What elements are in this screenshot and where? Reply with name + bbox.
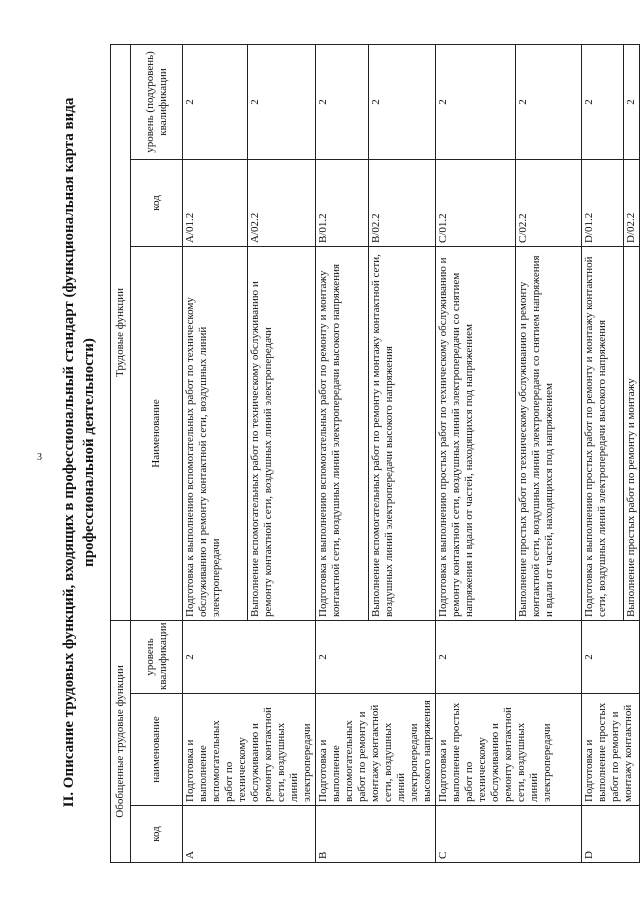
functional-map-table [110, 44, 640, 863]
row-name: Подготовка и выполнение простых работ по техническому обслуживанию и ремонту контактной сети, воздушных линий электропередачи [436, 694, 582, 806]
table-row [582, 44, 624, 862]
function-name: Подготовка к выполнению вспомогательных работ по ремонту и монтажу контактной сети, воздушных линий электропередачи высокого напряжения [316, 246, 369, 620]
row-code: A [183, 806, 316, 863]
function-code: D/01.2 [582, 159, 624, 246]
row-level: 2 [582, 620, 640, 693]
table-row [183, 44, 248, 862]
row-code: B [316, 806, 436, 863]
function-code: C/02.2 [516, 159, 582, 246]
function-level: 2 [183, 44, 248, 159]
row-name: Подготовка и выполнение вспомогательных работ по ремонту и монтажу контактной сети, воздушных линий электропередачи высокого напряжения [316, 694, 436, 806]
title-line-2: профессиональной деятельности) [81, 338, 97, 567]
header-name: Наименование [131, 246, 183, 620]
row-code: D [582, 806, 640, 863]
function-code: A/02.2 [248, 159, 316, 246]
function-code: D/02.2 [624, 159, 640, 246]
header-generalized: Обобщенные трудовые функции [111, 620, 131, 862]
function-name: Выполнение простых работ по техническому обслуживанию и ремонту контактной сети, воздушных линий электропередачи со снятием напряжения и вдали от частей, находящихся под напряжением [516, 246, 582, 620]
header-level-gen: уровень квалификации [131, 620, 183, 693]
function-code: B/01.2 [316, 159, 369, 246]
header-level-sub: уровень (подуровень) квалификации [131, 44, 183, 159]
function-name: Подготовка к выполнению простых работ по техническому обслуживанию и ремонту контактной сети, воздушных линий электропередачи со снятием напряжения и вдали от частей, находящихся под напряжением [436, 246, 516, 620]
function-level: 2 [369, 44, 436, 159]
function-level: 2 [436, 44, 516, 159]
row-name: Подготовка и выполнение простых работ по ремонту и монтажу контактной [582, 694, 640, 806]
row-level: 2 [183, 620, 316, 693]
header-code: код [131, 806, 183, 863]
function-level: 2 [316, 44, 369, 159]
function-name: Подготовка к выполнению простых работ по ремонту и монтажу контактной сети, воздушных линий электропередачи высокого напряжения [582, 246, 624, 620]
function-level: 2 [624, 44, 640, 159]
header-name-lower: наименование [131, 694, 183, 806]
function-code: A/01.2 [183, 159, 248, 246]
function-name: Подготовка к выполнению вспомогательных работ по техническому обслуживанию и ремонту контактной сети, воздушных линий электропередачи [183, 246, 248, 620]
header-code2: код [131, 159, 183, 246]
function-level: 2 [248, 44, 316, 159]
function-level: 2 [582, 44, 624, 159]
title-line-1: II. Описание трудовых функций, входящих в профессиональный стандарт (функциональная карта вида [61, 97, 77, 808]
table-row [436, 44, 516, 862]
function-name: Выполнение вспомогательных работ по ремонту и монтажу контактной сети, воздушных линий электропередачи высокого напряжения [369, 246, 436, 620]
table-row [316, 44, 369, 862]
function-name: Выполнение простых работ по ремонту и монтажу [624, 246, 640, 620]
row-name: Подготовка и выполнение вспомогательных работ по техническому обслуживанию и ремонту контактной сети, воздушных линий электропередачи [183, 694, 316, 806]
function-name: Выполнение вспомогательных работ по техническому обслуживанию и ремонту контактной сети, воздушных линий электропередачи [248, 246, 316, 620]
page-number: 3 [37, 452, 42, 463]
function-level: 2 [516, 44, 582, 159]
row-level: 2 [316, 620, 436, 693]
header-labor: Трудовые функции [111, 44, 131, 620]
row-code: C [436, 806, 582, 863]
row-level: 2 [436, 620, 582, 693]
function-code: C/01.2 [436, 159, 516, 246]
function-code: B/02.2 [369, 159, 436, 246]
